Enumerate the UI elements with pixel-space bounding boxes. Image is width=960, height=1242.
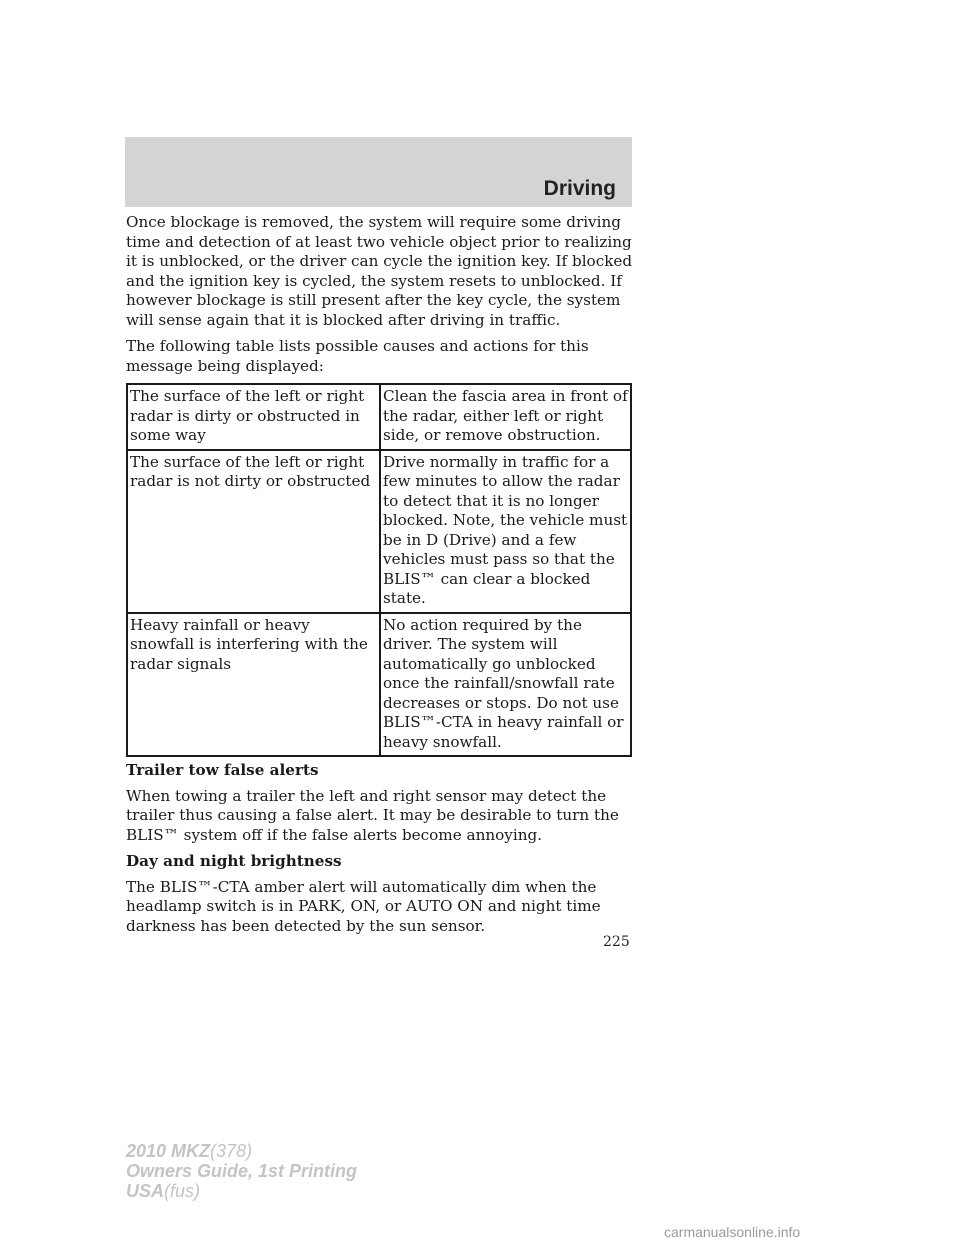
page-number: 225 [603,934,630,950]
watermark-text: carmanualsonline.info [664,1224,801,1240]
table-cell-cause: Heavy rainfall or heavy snowfall is interfering with the radar signals [127,613,380,757]
footer-market: USA [126,1181,165,1201]
section-header-band [125,137,632,207]
footer-line-model [126,1141,357,1161]
section-title: Driving [543,177,616,200]
table-cell-action: No action required by the driver. The system will automatically go unblocked once the rainfall/snowfall rate decreases or stops. Do not use BLIS™-CTA in heavy rainfall or heavy snowfall. [380,613,631,757]
table-row [127,450,631,613]
table-cell-cause: The surface of the left or right radar is dirty or obstructed in some way [127,384,380,450]
paragraph-table-intro: The following table lists possible causes and actions for this message being displayed: [126,337,589,375]
paragraph-day-night-brightness: The BLIS™-CTA amber alert will automatically dim when the headlamp switch is in PARK, ON, or AUTO ON and night time darkness has been detected by the sun sensor. [126,877,601,935]
footer-market-code: (fus) [164,1181,201,1201]
footer-line-market [126,1181,357,1201]
table-cell-cause: The surface of the left or right radar is not dirty or obstructed [127,450,380,613]
footer-line-guide [126,1161,357,1181]
paragraph-blockage-removed: Once blockage is removed, the system will require some driving time and detection of at least two vehicle object prior to realizing it is unblocked, or the driver can cycle the ignition key. If blocked and the ignition key is cycled, the system resets to unblocked. If however blockage is still present after the key cycle, the system will sense again that it is blocked after driving in traffic. [126,213,633,329]
paragraph-trailer-tow: When towing a trailer the left and right sensor may detect the trailer thus causing a false alert. It may be desirable to turn the BLIS™ system off if the false alerts become annoying. [126,786,619,844]
footer-model-code: (378) [210,1141,253,1161]
table-row [127,384,631,450]
table-row [127,613,631,757]
print-footer [126,1141,357,1201]
footer-guide: Owners Guide, 1st Printing [126,1161,358,1181]
table-cell-action: Drive normally in traffic for a few minutes to allow the radar to detect that it is no longer blocked. Note, the vehicle must be in D (Drive) and a few vehicles must pass so that the BLIS™ can clear a blocked state. [380,450,631,613]
page-content [126,213,636,943]
table-cell-action: Clean the fascia area in front of the radar, either left or right side, or remove obstruction. [380,384,631,450]
heading-day-night-brightness: Day and night brightness [126,852,342,870]
footer-model: 2010 MKZ [126,1141,211,1161]
heading-trailer-tow: Trailer tow false alerts [126,761,319,779]
causes-actions-table [126,383,632,757]
